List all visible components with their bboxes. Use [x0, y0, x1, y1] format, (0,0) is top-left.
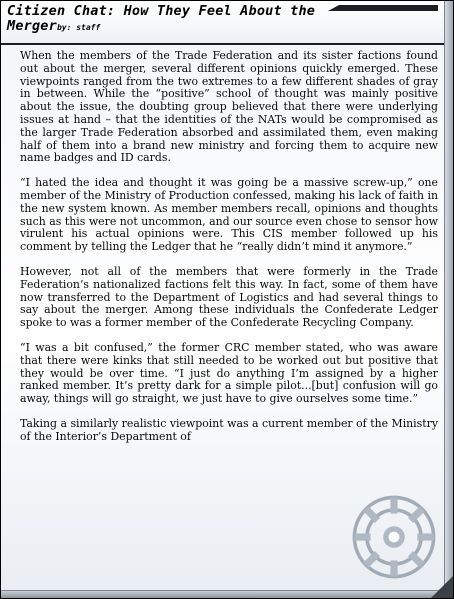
paragraph-3: However, not all of the members that were formerly in the Trade Federation’s nationalized factions felt this way. In fact, some of them have now transferred to the Department of Logistics and had several things to say about the merger. Among these individuals the Confederate Ledger spoke to was a former member of the Confederate Recycling Company.	[20, 264, 438, 330]
headline-line-1: Citizen Chat: How They Feel About the	[7, 3, 316, 19]
headline-line-2: Merger	[7, 18, 57, 34]
paragraph-1: When the members of the Trade Federation and its sister factions found out about the merger, several different opinions quickly emerged. These viewpoints ranged from the two extremes to a few different shades of gray in between. While the “positive” school of thought was mainly positive about the issue, the doubting group believed that there were underlying issues at hand – that the identities of the NATs would be compromised as the larger Trade Federation absorbed and assimilated them, even making half of them into a brand new ministry and forcing them to acquire new name badges and ID cards.	[20, 49, 438, 165]
page-frame-right	[444, 1, 453, 598]
paragraph-2: “I hated the idea and thought it was going be a massive screw-up,” one member of the Ministry of Production confessed, making his lack of faith in the new system known. As member members recall, opinions and thoughts such as this were not uncommon, and our source even chose to sensor how virulent his actual opinions were. This CIS member followed up his comment by telling the Ledger that he “really didn’t mind it anymore.”	[20, 176, 438, 254]
confederacy-emblem-icon	[349, 492, 439, 582]
page-frame-bottom	[1, 590, 453, 598]
article-header	[1, 1, 446, 45]
paragraph-5: Taking a similarly realistic viewpoint was a current member of the Ministry of the Interior’s Department of	[20, 416, 438, 443]
paragraph-4: “I was a bit confused,” the former CRC member stated, who was aware that there were kinks that still needed to be worked out but positive that they would be over time. “I just do anything I’m assigned by a higher ranked member. It’s pretty dark for a simple pilot...[but] confusion will go away, things will go straight, we just have to give ourselves some time.”	[20, 340, 438, 406]
article-headline	[7, 4, 437, 35]
article-body	[20, 50, 438, 456]
byline: by: staff	[56, 23, 101, 32]
